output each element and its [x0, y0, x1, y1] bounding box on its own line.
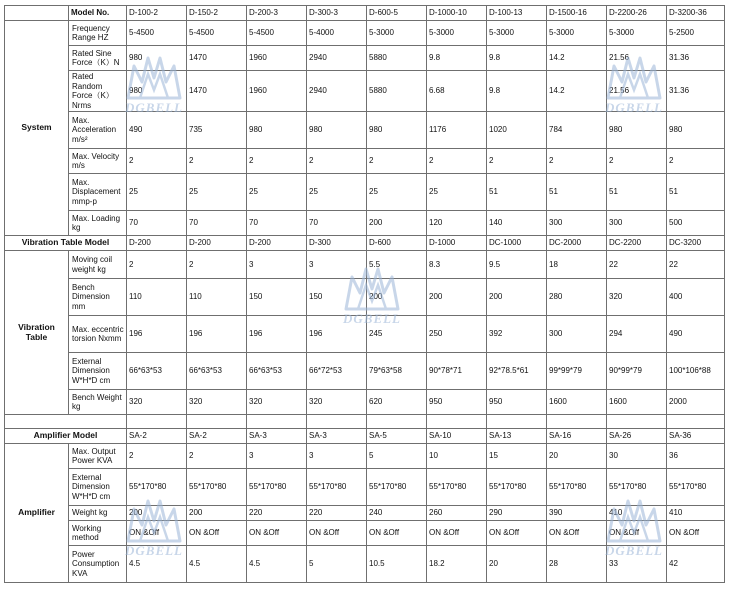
value-cell: 15	[487, 444, 547, 469]
value-cell: 5	[367, 444, 427, 469]
value-cell: 6.68	[427, 71, 487, 112]
value-cell: 3	[247, 444, 307, 469]
system-row	[5, 46, 725, 71]
value-cell: 42	[667, 546, 725, 583]
value-cell: 14.2	[547, 46, 607, 71]
value-cell: 5-3000	[607, 21, 667, 46]
value-cell: 5.5	[367, 251, 427, 279]
value-cell: 55*170*80	[307, 469, 367, 506]
value-cell: ON &Off	[667, 521, 725, 546]
row-label: Max. Acceleration m/s²	[69, 112, 127, 149]
value-cell: 9.5	[487, 251, 547, 279]
spacer-cell	[487, 415, 547, 429]
value-cell: 25	[247, 174, 307, 211]
value-cell: 21.56	[607, 71, 667, 112]
system-row	[5, 149, 725, 174]
value-cell: D-200	[187, 236, 247, 251]
value-cell: SA-2	[127, 429, 187, 444]
value-cell: 99*99*79	[547, 353, 607, 390]
vibration-table-row	[5, 390, 725, 415]
value-cell: 5-4500	[247, 21, 307, 46]
value-cell: 20	[547, 444, 607, 469]
value-cell: 2	[187, 149, 247, 174]
spec-table-body	[5, 6, 725, 583]
value-cell: 196	[187, 316, 247, 353]
row-label: Bench Dimension mm	[69, 279, 127, 316]
model-cell: D-100-2	[127, 6, 187, 21]
value-cell: 100*106*88	[667, 353, 725, 390]
value-cell: DC-3200	[667, 236, 725, 251]
value-cell: 300	[547, 316, 607, 353]
value-cell: 70	[187, 211, 247, 236]
value-cell: 196	[127, 316, 187, 353]
value-cell: 320	[607, 279, 667, 316]
value-cell: 5-4500	[187, 21, 247, 46]
watermark-text: DGBELL	[605, 100, 663, 115]
value-cell: 980	[247, 112, 307, 149]
value-cell: SA-36	[667, 429, 725, 444]
value-cell: 10.5	[367, 546, 427, 583]
value-cell: 28	[547, 546, 607, 583]
value-cell: 320	[307, 390, 367, 415]
model-cell: D-100-13	[487, 6, 547, 21]
value-cell: 1600	[607, 390, 667, 415]
spacer-cell	[607, 415, 667, 429]
value-cell: 92*78.5*61	[487, 353, 547, 390]
value-cell: 51	[487, 174, 547, 211]
value-cell: ON &Off	[547, 521, 607, 546]
value-cell: 2	[247, 149, 307, 174]
row-label: Max. eccentric torsion Nxmm	[69, 316, 127, 353]
value-cell: DC-2200	[607, 236, 667, 251]
value-cell: 55*170*80	[187, 469, 247, 506]
value-cell: SA-2	[187, 429, 247, 444]
value-cell: 250	[427, 316, 487, 353]
system-row	[5, 174, 725, 211]
value-cell: ON &Off	[487, 521, 547, 546]
value-cell: 240	[367, 506, 427, 521]
value-cell: 31.36	[667, 46, 725, 71]
value-cell: 55*170*80	[427, 469, 487, 506]
value-cell: 110	[187, 279, 247, 316]
row-label: External Dimension W*H*D cm	[69, 469, 127, 506]
value-cell: 33	[607, 546, 667, 583]
spacer-cell	[187, 415, 247, 429]
value-cell: 245	[367, 316, 427, 353]
amplifier-row	[5, 444, 725, 469]
value-cell: D-600	[367, 236, 427, 251]
value-cell: 18	[547, 251, 607, 279]
value-cell: DC-1000	[487, 236, 547, 251]
value-cell: 10	[427, 444, 487, 469]
amplifier-row	[5, 546, 725, 583]
value-cell: 392	[487, 316, 547, 353]
value-cell: 66*63*53	[187, 353, 247, 390]
row-label: Bench Weight kg	[69, 390, 127, 415]
value-cell: 66*63*53	[247, 353, 307, 390]
model-cell: D-1000-10	[427, 6, 487, 21]
value-cell: 2000	[667, 390, 725, 415]
value-cell: D-200	[247, 236, 307, 251]
value-cell: 980	[127, 71, 187, 112]
value-cell: 70	[247, 211, 307, 236]
amplifier-row	[5, 506, 725, 521]
vibration-table-row	[5, 279, 725, 316]
value-cell: 410	[607, 506, 667, 521]
value-cell: 31.36	[667, 71, 725, 112]
row-label: Max. Output Power KVA	[69, 444, 127, 469]
table-model-label: Vibration Table Model	[5, 236, 127, 251]
value-cell: 2940	[307, 71, 367, 112]
value-cell: 2	[307, 149, 367, 174]
value-cell: 5-3000	[487, 21, 547, 46]
value-cell: 2	[367, 149, 427, 174]
value-cell: 620	[367, 390, 427, 415]
amplifier-section-label: Amplifier	[5, 444, 69, 583]
row-label: Rated Sine Force（K）N	[69, 46, 127, 71]
value-cell: 2	[187, 444, 247, 469]
row-label: Rated Random Force（K）Nrms	[69, 71, 127, 112]
spacer-cell	[427, 415, 487, 429]
value-cell: 5880	[367, 46, 427, 71]
value-cell: 70	[127, 211, 187, 236]
value-cell: 294	[607, 316, 667, 353]
value-cell: 220	[247, 506, 307, 521]
value-cell: DC-2000	[547, 236, 607, 251]
value-cell: 20	[487, 546, 547, 583]
value-cell: 2940	[307, 46, 367, 71]
amp-model-label: Amplifier Model	[5, 429, 127, 444]
value-cell: 3	[247, 251, 307, 279]
row-label: Max. Loading kg	[69, 211, 127, 236]
value-cell: 21.56	[607, 46, 667, 71]
spacer-cell	[547, 415, 607, 429]
value-cell: 196	[307, 316, 367, 353]
value-cell: 4.5	[247, 546, 307, 583]
value-cell: 51	[667, 174, 725, 211]
value-cell: 5-4500	[127, 21, 187, 46]
value-cell: SA-3	[307, 429, 367, 444]
value-cell: 90*78*71	[427, 353, 487, 390]
value-cell: ON &Off	[127, 521, 187, 546]
value-cell: 3	[307, 444, 367, 469]
value-cell: 2	[607, 149, 667, 174]
value-cell: ON &Off	[247, 521, 307, 546]
value-cell: 320	[247, 390, 307, 415]
value-cell: 3	[307, 251, 367, 279]
value-cell: 980	[367, 112, 427, 149]
value-cell: SA-13	[487, 429, 547, 444]
value-cell: 1176	[427, 112, 487, 149]
value-cell: 5-4000	[307, 21, 367, 46]
value-cell: 55*170*80	[127, 469, 187, 506]
row-label: Frequency Range HZ	[69, 21, 127, 46]
spacer-cell	[667, 415, 725, 429]
value-cell: 110	[127, 279, 187, 316]
amp-model-row	[5, 429, 725, 444]
value-cell: 980	[127, 46, 187, 71]
system-row	[5, 21, 725, 46]
value-cell: 2	[127, 149, 187, 174]
value-cell: 1600	[547, 390, 607, 415]
model-cell: D-3200-36	[667, 6, 725, 21]
amplifier-row	[5, 469, 725, 506]
value-cell: 980	[667, 112, 725, 149]
value-cell: 140	[487, 211, 547, 236]
value-cell: 320	[127, 390, 187, 415]
value-cell: 320	[187, 390, 247, 415]
spacer-cell	[5, 415, 127, 429]
value-cell: 4.5	[187, 546, 247, 583]
value-cell: 200	[187, 506, 247, 521]
value-cell: 950	[487, 390, 547, 415]
vibration-table-row	[5, 251, 725, 279]
value-cell: 2	[667, 149, 725, 174]
row-label: Weight kg	[69, 506, 127, 521]
value-cell: 55*170*80	[247, 469, 307, 506]
value-cell: ON &Off	[427, 521, 487, 546]
value-cell: 36	[667, 444, 725, 469]
spacer-cell	[307, 415, 367, 429]
value-cell: 25	[367, 174, 427, 211]
system-row	[5, 71, 725, 112]
value-cell: 120	[427, 211, 487, 236]
value-cell: 150	[247, 279, 307, 316]
value-cell: D-1000	[427, 236, 487, 251]
value-cell: 51	[607, 174, 667, 211]
value-cell: 784	[547, 112, 607, 149]
value-cell: 980	[607, 112, 667, 149]
value-cell: 55*170*80	[667, 469, 725, 506]
value-cell: 300	[547, 211, 607, 236]
value-cell: ON &Off	[307, 521, 367, 546]
value-cell: 2	[487, 149, 547, 174]
value-cell: D-300	[307, 236, 367, 251]
value-cell: 9.8	[487, 71, 547, 112]
value-cell: 300	[607, 211, 667, 236]
value-cell: 79*63*58	[367, 353, 427, 390]
model-cell: D-150-2	[187, 6, 247, 21]
system-row	[5, 211, 725, 236]
value-cell: 490	[127, 112, 187, 149]
value-cell: 5-2500	[667, 21, 725, 46]
model-no-label: Model No.	[69, 6, 127, 21]
value-cell: ON &Off	[607, 521, 667, 546]
value-cell: 200	[487, 279, 547, 316]
value-cell: 260	[427, 506, 487, 521]
value-cell: 1020	[487, 112, 547, 149]
value-cell: 400	[667, 279, 725, 316]
value-cell: 950	[427, 390, 487, 415]
value-cell: D-200	[127, 236, 187, 251]
value-cell: 1960	[247, 71, 307, 112]
value-cell: 5-3000	[367, 21, 427, 46]
model-cell: D-200-3	[247, 6, 307, 21]
value-cell: ON &Off	[367, 521, 427, 546]
value-cell: 2	[127, 251, 187, 279]
spec-table	[4, 5, 725, 583]
vibration-table-section-label: Vibration Table	[5, 251, 69, 415]
value-cell: 220	[307, 506, 367, 521]
value-cell: 9.8	[427, 46, 487, 71]
value-cell: 280	[547, 279, 607, 316]
value-cell: 200	[367, 211, 427, 236]
value-cell: 25	[127, 174, 187, 211]
value-cell: 1470	[187, 71, 247, 112]
corner-cell	[5, 6, 69, 21]
spacer-cell	[247, 415, 307, 429]
model-cell: D-2200-26	[607, 6, 667, 21]
value-cell: 22	[607, 251, 667, 279]
value-cell: SA-26	[607, 429, 667, 444]
value-cell: SA-3	[247, 429, 307, 444]
value-cell: 8.3	[427, 251, 487, 279]
value-cell: 5-3000	[547, 21, 607, 46]
value-cell: 1470	[187, 46, 247, 71]
value-cell: 55*170*80	[487, 469, 547, 506]
model-cell: D-1500-16	[547, 6, 607, 21]
value-cell: 410	[667, 506, 725, 521]
value-cell: 490	[667, 316, 725, 353]
row-label: External Dimension W*H*D cm	[69, 353, 127, 390]
header-row	[5, 6, 725, 21]
value-cell: 2	[547, 149, 607, 174]
table-model-row	[5, 236, 725, 251]
value-cell: 150	[307, 279, 367, 316]
value-cell: 18.2	[427, 546, 487, 583]
value-cell: 9.8	[487, 46, 547, 71]
value-cell: 290	[487, 506, 547, 521]
row-label: Working method	[69, 521, 127, 546]
value-cell: 200	[427, 279, 487, 316]
vibration-table-row	[5, 353, 725, 390]
row-label: Moving coil weight kg	[69, 251, 127, 279]
model-cell: D-300-3	[307, 6, 367, 21]
value-cell: 735	[187, 112, 247, 149]
value-cell: 55*170*80	[607, 469, 667, 506]
value-cell: 2	[187, 251, 247, 279]
value-cell: 200	[367, 279, 427, 316]
value-cell: 196	[247, 316, 307, 353]
value-cell: 2	[427, 149, 487, 174]
system-section-label: System	[5, 21, 69, 236]
value-cell: 980	[307, 112, 367, 149]
spacer-row	[5, 415, 725, 429]
value-cell: 30	[607, 444, 667, 469]
value-cell: 90*99*79	[607, 353, 667, 390]
value-cell: 2	[127, 444, 187, 469]
value-cell: SA-5	[367, 429, 427, 444]
value-cell: 4.5	[127, 546, 187, 583]
value-cell: SA-16	[547, 429, 607, 444]
row-label: Max. Velocity m/s	[69, 149, 127, 174]
row-label: Power Consumption KVA	[69, 546, 127, 583]
watermark-text: DGBELL	[343, 311, 401, 326]
value-cell: 55*170*80	[367, 469, 427, 506]
value-cell: 5	[307, 546, 367, 583]
watermark-text: DGBELL	[125, 543, 183, 558]
value-cell: SA-10	[427, 429, 487, 444]
value-cell: 1960	[247, 46, 307, 71]
value-cell: ON &Off	[187, 521, 247, 546]
value-cell: 5-3000	[427, 21, 487, 46]
row-label: Max. Displacement mmp-p	[69, 174, 127, 211]
value-cell: 55*170*80	[547, 469, 607, 506]
spacer-cell	[367, 415, 427, 429]
value-cell: 66*72*53	[307, 353, 367, 390]
value-cell: 390	[547, 506, 607, 521]
value-cell: 200	[127, 506, 187, 521]
value-cell: 500	[667, 211, 725, 236]
value-cell: 51	[547, 174, 607, 211]
value-cell: 70	[307, 211, 367, 236]
value-cell: 14.2	[547, 71, 607, 112]
spacer-cell	[127, 415, 187, 429]
system-row	[5, 112, 725, 149]
watermark-text: DGBELL	[125, 100, 183, 115]
model-cell: D-600-5	[367, 6, 427, 21]
watermark-text: DGBELL	[605, 543, 663, 558]
value-cell: 5880	[367, 71, 427, 112]
value-cell: 22	[667, 251, 725, 279]
spec-table-container	[4, 5, 725, 583]
vibration-table-row	[5, 316, 725, 353]
value-cell: 25	[307, 174, 367, 211]
value-cell: 25	[187, 174, 247, 211]
value-cell: 66*63*53	[127, 353, 187, 390]
value-cell: 25	[427, 174, 487, 211]
amplifier-row	[5, 521, 725, 546]
